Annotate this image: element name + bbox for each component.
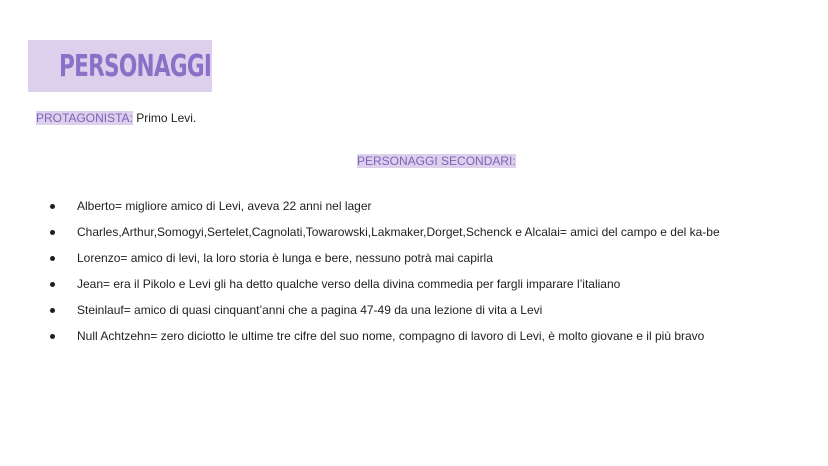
bullet-icon bbox=[50, 230, 55, 235]
title-banner bbox=[28, 40, 212, 92]
list-item-text: Jean= era il Pikolo e Levi gli ha detto qualche verso della divina commedia per fargli imparare l’italiano bbox=[77, 277, 621, 291]
page-title: PERSONAGGI bbox=[59, 48, 212, 84]
bullet-icon bbox=[50, 204, 55, 209]
bullet-icon bbox=[50, 334, 55, 339]
bullet-icon bbox=[50, 282, 55, 287]
protagonist-label: PROTAGONISTA: bbox=[36, 111, 133, 125]
protagonist-value: Primo Levi. bbox=[132, 111, 197, 125]
list-item-text: Alberto= migliore amico di Levi, aveva 22 anni nel lager bbox=[77, 199, 372, 213]
bullet-icon bbox=[50, 308, 55, 313]
secondary-characters-heading bbox=[357, 154, 516, 168]
list-item-text: Null Achtzehn= zero diciotto le ultime tre cifre del suo nome, compagno di lavoro di Levi, è molto giovane e il più bravo bbox=[77, 329, 705, 343]
protagonist-line bbox=[36, 111, 196, 125]
bullet-icon bbox=[50, 256, 55, 261]
list-item-text: Steinlauf= amico di quasi cinquant’anni che a pagina 47-49 da una lezione di vita a Levi bbox=[77, 303, 543, 317]
list-item-text: Lorenzo= amico di levi, la loro storia è lunga e bere, nessuno potrà mai capirla bbox=[77, 251, 493, 265]
list-item-text: Charles,Arthur,Somogyi,Sertelet,Cagnolati,Towarowski,Lakmaker,Dorget,Schenck e Alcalai= amici del campo e del ka-be bbox=[77, 225, 720, 239]
secondary-heading-label: PERSONAGGI SECONDARI: bbox=[357, 154, 516, 168]
